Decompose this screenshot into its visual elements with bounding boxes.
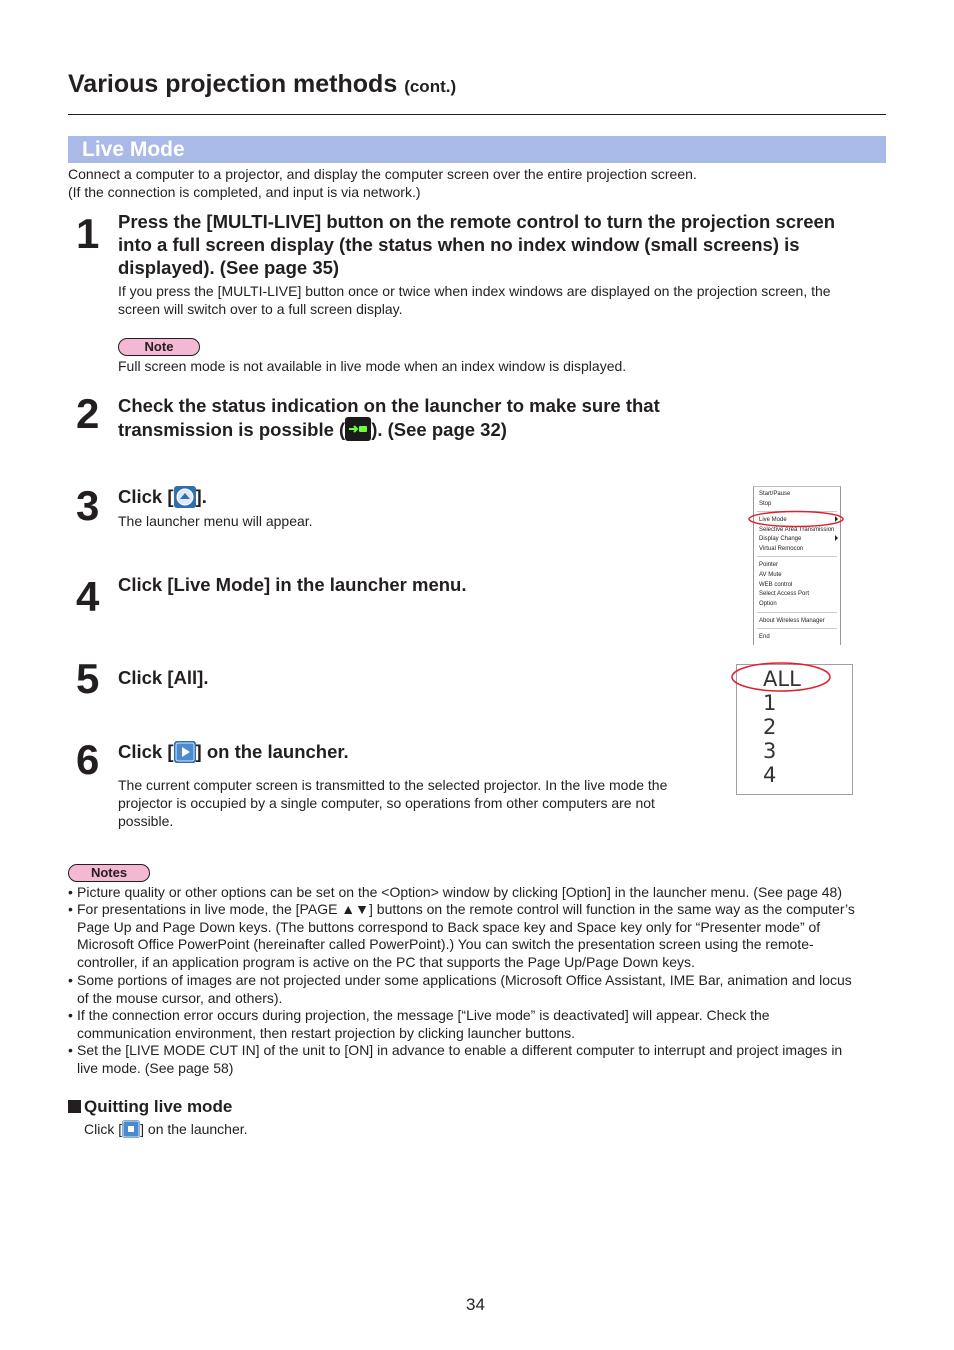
square-bullet-icon (68, 1100, 81, 1113)
notes-bullet-line: of the mouse cursor, and others). (77, 989, 283, 1006)
step-4-heading: Click [Live Mode] in the launcher menu. (118, 574, 467, 595)
notes-bullet-line: • For presentations in live mode, the [PAGE ▲▼] buttons on the remote control will function in the same way as the computer’s (77, 901, 855, 917)
step-5-heading: Click [All]. (118, 667, 209, 688)
step-2-heading (118, 394, 660, 441)
menu-item-stop[interactable]: Stop (759, 501, 772, 507)
page-title: Various projection methods (cont.) (68, 70, 457, 98)
step-1-heading (118, 210, 835, 279)
menu-item-selective-area[interactable]: Selective Area Transmission (759, 527, 835, 533)
menu-separator (757, 556, 837, 557)
notes-bullet-line: live mode. (See page 58) (77, 1059, 234, 1076)
projector-list-item[interactable]: 3 (763, 739, 777, 763)
stop-icon (122, 1120, 140, 1138)
menu-item-about[interactable]: About Wireless Manager (759, 618, 825, 624)
step-6-body (118, 776, 667, 830)
section-title: Live Mode (82, 138, 185, 161)
menu-separator (757, 628, 837, 629)
title-rule (68, 114, 886, 115)
section-intro-2: (If the connection is completed, and input is via network.) (68, 184, 421, 200)
section-header (68, 136, 886, 163)
notes-bullet-line: • If the connection error occurs during projection, the message [“Live mode” is deactivated] will appear. Check the (77, 1007, 770, 1023)
notes-bullet-line: communication environment, then restart projection by clicking launcher buttons. (77, 1024, 576, 1041)
menu-item-start-pause[interactable]: Start/Pause (759, 491, 791, 497)
step-6-body-line: projector is occupied by a single computer, so operations from other computers are not (118, 795, 655, 811)
all-highlight-ellipse (729, 661, 833, 693)
section-intro-1: Connect a computer to a projector, and display the computer screen over the entire projection screen. (68, 166, 697, 182)
step-number-3: 3 (76, 482, 100, 529)
projector-list-item[interactable]: 2 (763, 715, 777, 739)
step-3-body: The launcher menu will appear. (118, 513, 313, 529)
step-number-4: 4 (76, 573, 100, 620)
notes-bullet-line: Microsoft Office PowerPoint (hereinafter called PowerPoint).) You can switch the presentation screen using the remote- (77, 936, 814, 953)
step-number-6: 6 (76, 736, 100, 783)
notes-bullet-line: • Picture quality or other options can be set on the <Option> window by clicking [Option] in the launcher menu. (See page 48) (77, 884, 843, 900)
menu-item-av-mute[interactable]: AV Mute (759, 572, 782, 578)
notes-bullet (68, 1007, 886, 1042)
step-6-body-line: The current computer screen is transmitted to the selected projector. In the live mode the (118, 777, 668, 793)
submenu-arrow-icon (835, 535, 838, 541)
notes-bullet-line: • Some portions of images are not projected under some applications (Microsoft Office Assistant, IME Bar, animation and locus (77, 972, 852, 988)
notes-bullet-line: Page Up and Page Down keys. (The buttons correspond to Back space key and Space key only for “Presenter mode” of (77, 918, 821, 935)
transmission-status-icon (345, 417, 371, 441)
notes-bullet (68, 884, 886, 902)
menu-item-end[interactable]: End (759, 634, 770, 640)
launcher-menu-icon (174, 486, 196, 508)
menu-item-live-mode[interactable]: Live Mode (759, 517, 787, 523)
projector-list-item[interactable]: 4 (763, 763, 777, 787)
step-6-heading: Click [ ] on the launcher. (118, 741, 349, 762)
menu-item-pointer[interactable]: Pointer (759, 562, 779, 568)
step-number-2: 2 (76, 390, 100, 437)
step-3-heading: Click [ ]. (118, 486, 207, 507)
step-1-body-line: screen will switch over to a full screen display. (118, 301, 403, 317)
menu-item-select-access-port[interactable]: Select Access Port (759, 591, 810, 597)
menu-item-virtual-remocon[interactable]: Virtual Remocon (759, 546, 804, 552)
step-2-heading-line: Check the status indication on the launcher to make sure that (118, 395, 660, 416)
projector-list-item-all[interactable]: ALL (763, 667, 801, 691)
live-mode-highlight-ellipse (747, 510, 847, 528)
quitting-text: Click [ ] on the launcher. (84, 1121, 248, 1137)
menu-item-web-control[interactable]: WEB control (759, 582, 793, 588)
step-1-heading-line: displayed). (See page 35) (118, 257, 340, 278)
notes-bullet (68, 972, 886, 1007)
title-suffix: (cont.) (404, 77, 457, 96)
step-number-1: 1 (76, 210, 100, 257)
notes-bullet-line: • Set the [LIVE MODE CUT IN] of the unit to [ON] in advance to enable a different computer to interrupt and project images in (77, 1042, 843, 1058)
notes-label: Notes (68, 864, 150, 882)
step-1-heading-line: into a full screen display (the status when no index window (small screens) is (118, 234, 800, 255)
menu-item-option[interactable]: Option (759, 601, 777, 607)
page-number: 34 (466, 1295, 485, 1314)
step-1-body (118, 282, 831, 318)
step-number-5: 5 (76, 655, 100, 702)
quitting-heading: Quitting live mode (68, 1097, 232, 1117)
step-2-heading-line: transmission is possible ( ). (See page 32) (118, 419, 507, 440)
note-label: Note (118, 338, 200, 356)
notes-bullet (68, 1042, 886, 1077)
play-icon (174, 741, 196, 763)
step-1-heading-line: Press the [MULTI-LIVE] button on the remote control to turn the projection screen (118, 211, 836, 232)
notes-bullet (68, 901, 886, 971)
menu-separator (757, 612, 837, 613)
projector-list-item[interactable]: 1 (763, 691, 777, 715)
step-1-body-line: If you press the [MULTI-LIVE] button once or twice when index windows are displayed on the projection screen, the (118, 283, 831, 299)
step-6-body-line: possible. (118, 813, 174, 829)
notes-bullet-line: controller, if an application program is active on the PC that supports the Page Up/Page Down keys. (77, 953, 695, 970)
menu-item-display-change[interactable]: Display Change (759, 536, 802, 542)
step-1-note-text: Full screen mode is not available in live mode when an index window is displayed. (118, 358, 627, 374)
